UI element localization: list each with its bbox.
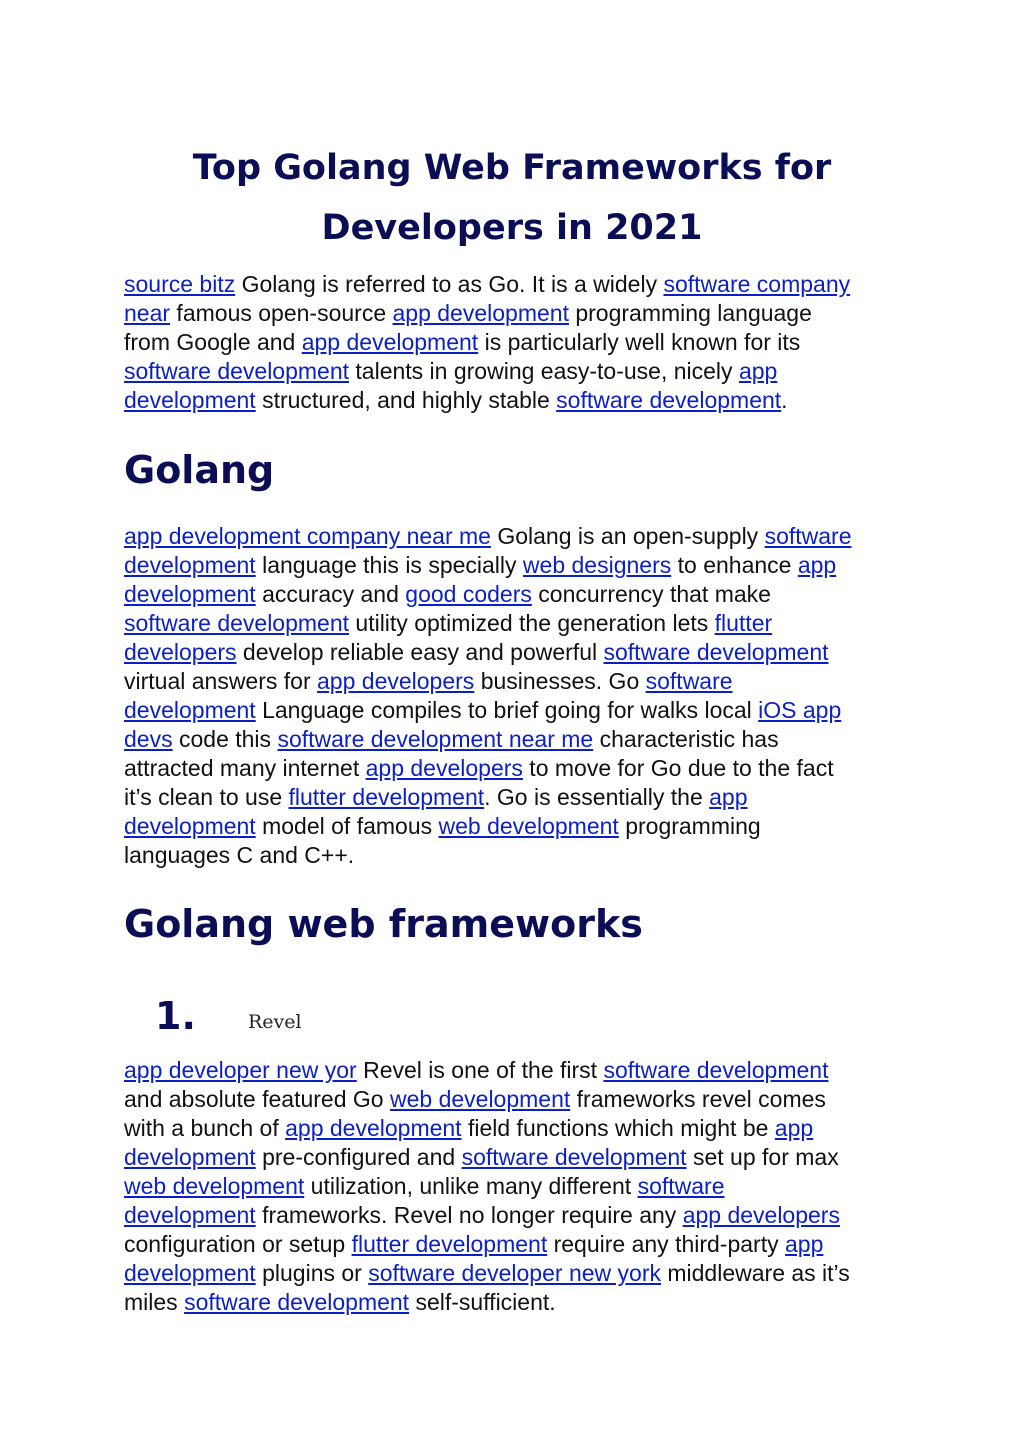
link[interactable]: software developer new york [368, 1260, 661, 1286]
link[interactable]: web development [438, 813, 619, 839]
link[interactable]: app development company near me [124, 523, 491, 549]
link[interactable]: good coders [405, 581, 532, 607]
link[interactable]: software development [556, 387, 782, 413]
link[interactable]: app development [392, 300, 569, 326]
link[interactable]: software [645, 668, 733, 694]
link[interactable]: software development [124, 358, 350, 384]
link[interactable]: devs [124, 726, 173, 752]
link[interactable]: app [774, 1115, 814, 1141]
revel-paragraph: app developer new yor Revel is one of the first software development and absolute featured Go web development frameworks revel comes with a bunch of app development field functions which might be app development pre-configured and software development set up for max web development utilization, unlike many different software development frameworks. Revel no longer require any app developers configuration or setup flutter development require any third-party app development plugins or software developer new york middleware as it’s miles software development self-sufficient. [124, 1057, 850, 1315]
list-item-title: Revel [248, 1011, 302, 1033]
intro-paragraph: source bitz Golang is referred to as Go. It is a widely software company near famous open-source app development programming language from Google and app development is particularly well known for its software development talents in growing easy-to-use, nicely app development structured, and highly stable software development. [124, 271, 851, 413]
link[interactable]: app [709, 784, 748, 810]
link[interactable]: development [124, 387, 256, 413]
link[interactable]: app developers [682, 1202, 840, 1228]
link[interactable]: app developers [365, 755, 523, 781]
link[interactable]: development [124, 813, 256, 839]
link[interactable]: software development [124, 610, 350, 636]
link[interactable]: software development [461, 1144, 687, 1170]
link[interactable]: app [738, 358, 778, 384]
link[interactable]: web development [124, 1173, 305, 1199]
title-line-1: Top Golang Web Frameworks for [192, 148, 832, 188]
link[interactable]: software [764, 523, 852, 549]
link[interactable]: web development [389, 1086, 571, 1112]
link[interactable]: development [124, 552, 256, 578]
link[interactable]: developers [124, 639, 237, 665]
link[interactable]: software development [603, 639, 829, 665]
list-number: 1. [155, 994, 196, 1038]
link[interactable]: development [124, 1260, 256, 1286]
link[interactable]: flutter development [351, 1231, 548, 1257]
link[interactable]: app development [285, 1115, 462, 1141]
link[interactable]: software development [184, 1289, 410, 1315]
link[interactable]: software development near me [277, 726, 594, 752]
link[interactable]: near [124, 300, 171, 326]
link[interactable]: software [637, 1173, 725, 1199]
link[interactable]: web designers [522, 552, 672, 578]
link[interactable]: flutter [714, 610, 773, 636]
page-title [0, 138, 1024, 258]
link[interactable]: software company [663, 271, 851, 297]
link[interactable]: app [797, 552, 837, 578]
link[interactable]: software development [603, 1057, 829, 1083]
heading-golang-web-frameworks: Golang web frameworks [124, 902, 643, 946]
link[interactable]: app developers [317, 668, 475, 694]
link[interactable]: development [124, 697, 256, 723]
link[interactable]: development [124, 581, 256, 607]
heading-golang: Golang [124, 448, 275, 492]
link[interactable]: iOS app [758, 697, 842, 723]
link[interactable]: development [124, 1144, 256, 1170]
link[interactable]: source bitz [124, 271, 236, 297]
title-line-2: Developers in 2021 [321, 208, 703, 248]
link[interactable]: app development [301, 329, 479, 355]
golang-paragraph: app development company near me Golang is an open-supply software development language this is specially web designers to enhance app development accuracy and good coders concurrency that make software development utility optimized the generation lets flutter developers develop reliable easy and powerful software development virtual answers for app developers businesses. Go software development Language compiles to brief going for walks local iOS app devs code this software development near me characteristic has attracted many internet app developers to move for Go due to the fact it’s clean to use flutter development. Go is essentially the app development model of famous web development programming languages C and C++. [124, 523, 852, 868]
link[interactable]: flutter development [288, 784, 485, 810]
link[interactable]: development [124, 1202, 256, 1228]
link[interactable]: app [785, 1231, 824, 1257]
link[interactable]: app developer new yor [124, 1057, 357, 1083]
